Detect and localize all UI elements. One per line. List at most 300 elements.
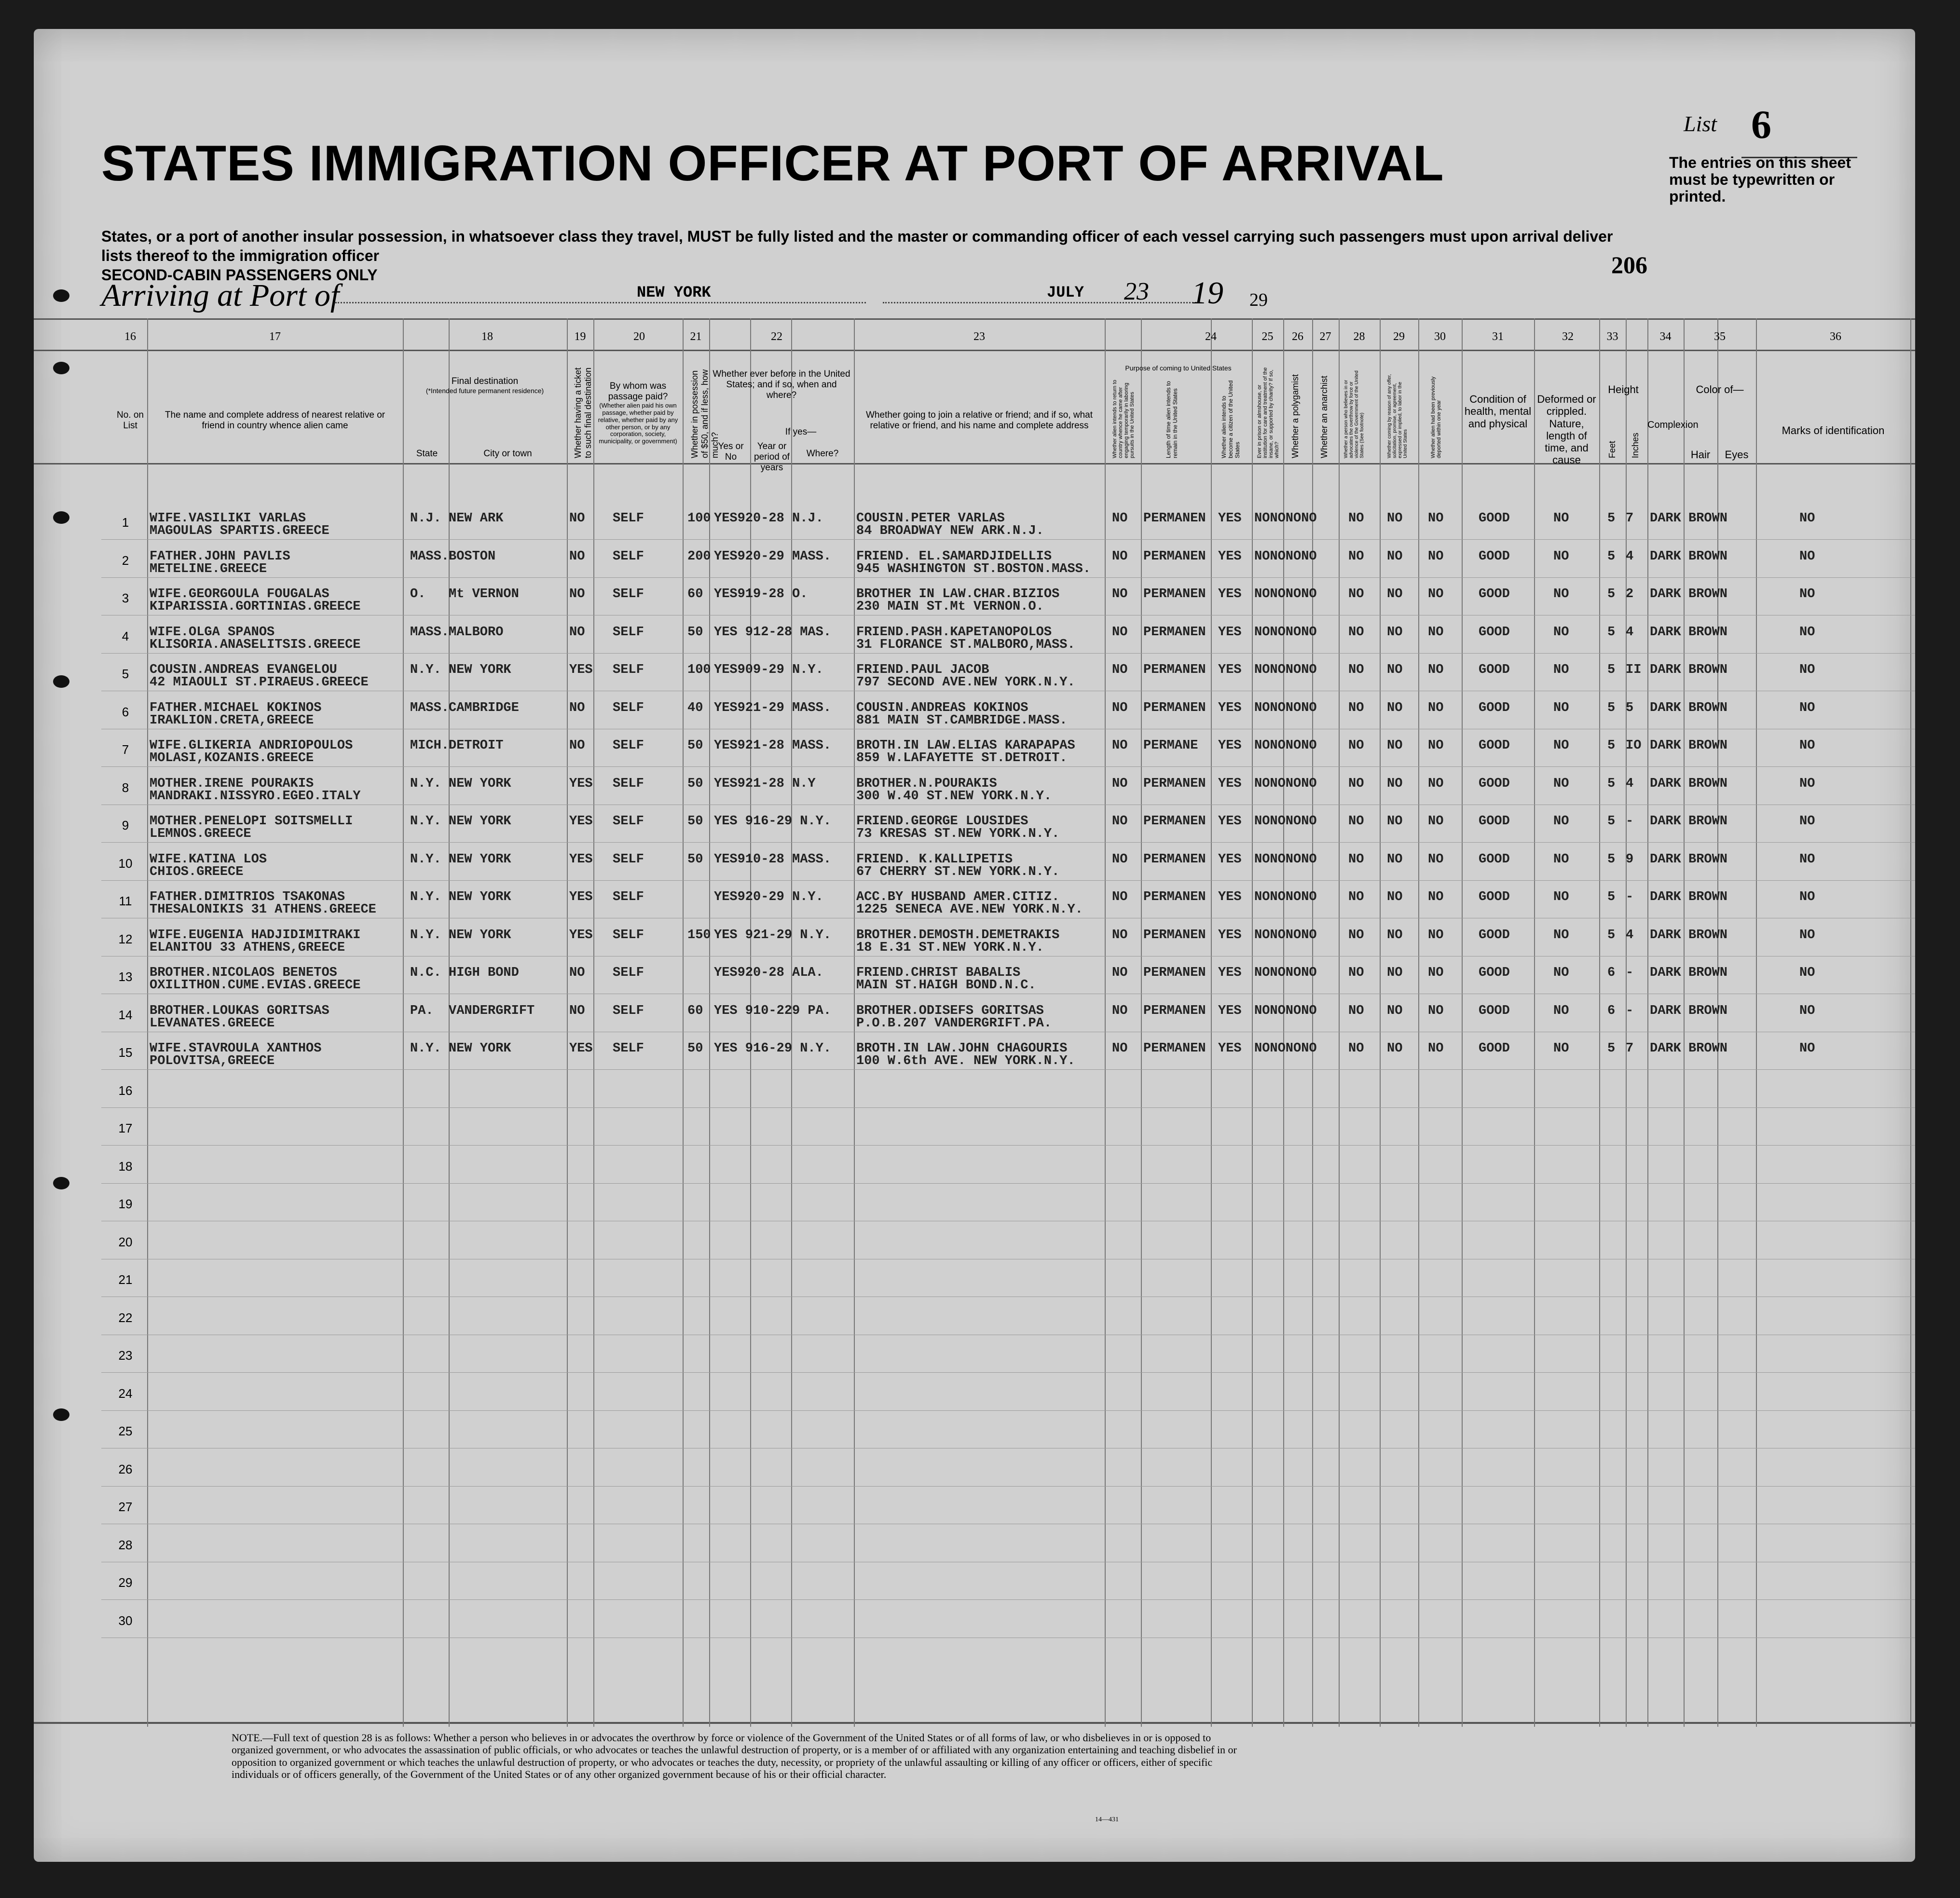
column-divider bbox=[1910, 318, 1911, 1727]
row-number: 28 bbox=[118, 1537, 133, 1552]
deported-cell: NO bbox=[1428, 1003, 1444, 1018]
row-rule bbox=[101, 539, 1915, 540]
col-no-on-list: No. on List bbox=[117, 410, 144, 431]
inches-cell: - bbox=[1626, 890, 1634, 904]
joining-line-1: FRIEND. K.KALLIPETIS bbox=[856, 852, 1013, 867]
overthrow-cell: NO bbox=[1348, 890, 1364, 904]
health-cell: GOOD bbox=[1479, 776, 1510, 791]
row-number: 3 bbox=[122, 591, 129, 605]
joining-line-2: 797 SECOND AVE.NEW YORK.N.Y. bbox=[856, 675, 1075, 690]
prison-polygamist-anarchist-cell: NONONONO bbox=[1254, 625, 1317, 640]
city-cell: MALBORO bbox=[449, 625, 504, 640]
ticket-cell: NO bbox=[569, 1003, 585, 1018]
row-number: 27 bbox=[118, 1500, 133, 1514]
hair-cell: BROWN bbox=[1688, 966, 1728, 980]
overthrow-cell: NO bbox=[1348, 966, 1364, 980]
deformed-cell: NO bbox=[1553, 1041, 1569, 1056]
row-number: 12 bbox=[118, 931, 133, 946]
relative-line-2: OXILITHON.CUME.EVIAS.GREECE bbox=[150, 978, 361, 993]
row-rule bbox=[101, 1107, 1915, 1108]
paid-by-cell: SELF bbox=[613, 738, 644, 753]
inches-cell: - bbox=[1626, 1003, 1634, 1018]
row-number: 7 bbox=[122, 742, 129, 757]
joining-line-2: 18 E.31 ST.NEW YORK.N.Y. bbox=[856, 940, 1044, 955]
return-cell: NO bbox=[1112, 700, 1128, 715]
state-cell: PA. bbox=[410, 1003, 434, 1018]
joining-line-1: FRIEND.PAUL JACOB bbox=[856, 663, 989, 677]
return-cell: NO bbox=[1112, 814, 1128, 829]
manifest-sheet bbox=[34, 29, 1915, 1862]
column-divider bbox=[1141, 318, 1142, 1727]
binder-hole bbox=[53, 511, 69, 524]
column-number: 28 bbox=[1353, 330, 1365, 343]
relative-line-2: MOLASI,KOZANIS.GREECE bbox=[150, 751, 314, 765]
money-cell: 50 bbox=[687, 852, 703, 867]
prison-polygamist-anarchist-cell: NONONONO bbox=[1254, 890, 1317, 904]
row-rule bbox=[101, 1069, 1915, 1070]
row-number: 8 bbox=[122, 780, 129, 795]
labor-offer-cell: NO bbox=[1387, 852, 1403, 867]
relative-line-1: WIFE.VASILIKI VARLAS bbox=[150, 511, 306, 526]
row-number: 2 bbox=[122, 553, 129, 568]
final-destination-sub: (*Intended future permanent residence) bbox=[425, 386, 544, 395]
ticket-cell: NO bbox=[569, 587, 585, 601]
state-cell: N.Y. bbox=[410, 928, 441, 942]
overthrow-cell: NO bbox=[1348, 1041, 1364, 1056]
column-divider bbox=[1211, 318, 1212, 1727]
city-cell: NEW YORK bbox=[449, 663, 511, 677]
ever-before-cell: YES 921-29 N.Y. bbox=[714, 928, 832, 942]
column-number: 29 bbox=[1393, 330, 1405, 343]
col-final-destination bbox=[405, 376, 564, 395]
deported-cell: NO bbox=[1428, 700, 1444, 715]
deformed-cell: NO bbox=[1553, 776, 1569, 791]
column-divider bbox=[709, 318, 710, 1727]
citizen-cell: YES bbox=[1218, 663, 1242, 677]
inches-cell: 7 bbox=[1626, 1041, 1634, 1056]
citizen-cell: YES bbox=[1218, 511, 1242, 526]
arrival-year-prefix: 19 bbox=[1192, 275, 1223, 311]
feet-cell: 5 bbox=[1607, 549, 1616, 564]
relative-line-1: BROTHER.LOUKAS GORITSAS bbox=[150, 1003, 329, 1018]
ticket-cell: NO bbox=[569, 966, 585, 980]
row-number: 19 bbox=[118, 1197, 133, 1211]
arrival-day: 23 bbox=[1124, 278, 1149, 305]
feet-cell: 5 bbox=[1607, 587, 1616, 601]
state-cell: N.Y. bbox=[410, 1041, 441, 1056]
ever-before-cell: YES920-29 N.Y. bbox=[714, 890, 823, 904]
deported-cell: NO bbox=[1428, 738, 1444, 753]
return-cell: NO bbox=[1112, 776, 1128, 791]
city-cell: NEW YORK bbox=[449, 852, 511, 867]
citizen-cell: YES bbox=[1218, 966, 1242, 980]
col-state: State bbox=[416, 449, 438, 459]
city-cell: NEW YORK bbox=[449, 928, 511, 942]
inches-cell: II bbox=[1626, 663, 1642, 677]
hair-cell: BROWN bbox=[1688, 549, 1728, 564]
hair-cell: BROWN bbox=[1688, 814, 1728, 829]
state-cell: MASS. bbox=[410, 549, 450, 564]
col-health: Condition of health, mental and physical bbox=[1464, 393, 1532, 430]
length-cell: PERMANEN bbox=[1143, 587, 1206, 601]
column-number: 33 bbox=[1606, 330, 1618, 343]
deported-cell: NO bbox=[1428, 928, 1444, 942]
prison-polygamist-anarchist-cell: NONONONO bbox=[1254, 852, 1317, 867]
ever-before-cell: YES910-28 MASS. bbox=[714, 852, 832, 867]
binder-hole bbox=[53, 1408, 69, 1421]
hair-cell: BROWN bbox=[1688, 700, 1728, 715]
length-cell: PERMANEN bbox=[1143, 966, 1206, 980]
col-ticket: Whether having a ticket to such final destination bbox=[573, 367, 593, 458]
paid-by-cell: SELF bbox=[613, 928, 644, 942]
list-label: List bbox=[1684, 111, 1717, 136]
city-cell: NEW YORK bbox=[449, 776, 511, 791]
city-cell: VANDERGRIFT bbox=[449, 1003, 535, 1018]
state-cell: MASS. bbox=[410, 700, 450, 715]
inches-cell: 7 bbox=[1626, 511, 1634, 526]
hair-cell: BROWN bbox=[1688, 1041, 1728, 1056]
joining-line-2: 73 KRESAS ST.NEW YORK.N.Y. bbox=[856, 827, 1060, 841]
deported-cell: NO bbox=[1428, 966, 1444, 980]
ticket-cell: YES bbox=[569, 928, 593, 942]
deformed-cell: NO bbox=[1553, 511, 1569, 526]
prison-polygamist-anarchist-cell: NONONONO bbox=[1254, 738, 1317, 753]
joining-line-2: P.O.B.207 VANDERGRIFT.PA. bbox=[856, 1016, 1052, 1031]
marks-cell: NO bbox=[1799, 928, 1815, 942]
col-polygamist: Whether a polygamist bbox=[1290, 374, 1300, 458]
column-divider bbox=[791, 318, 792, 1727]
citizen-cell: YES bbox=[1218, 890, 1242, 904]
joining-line-1: BROTHER.N.POURAKIS bbox=[856, 776, 997, 791]
column-number: 20 bbox=[633, 330, 645, 343]
health-cell: GOOD bbox=[1479, 814, 1510, 829]
state-cell: N.Y. bbox=[410, 890, 441, 904]
money-cell: 150 bbox=[687, 928, 711, 942]
citizen-cell: YES bbox=[1218, 1041, 1242, 1056]
page-number: 206 bbox=[1611, 251, 1647, 278]
joining-line-2: MAIN ST.HAIGH BOND.N.C. bbox=[856, 978, 1036, 993]
deported-cell: NO bbox=[1428, 587, 1444, 601]
joining-line-2: 230 MAIN ST.Mt VERNON.O. bbox=[856, 600, 1044, 614]
deported-cell: NO bbox=[1428, 776, 1444, 791]
col-deported: Whether alien had been previously deported within one year bbox=[1430, 376, 1442, 458]
health-cell: GOOD bbox=[1479, 625, 1510, 640]
column-number: 17 bbox=[269, 330, 281, 343]
state-cell: MICH. bbox=[410, 738, 450, 753]
marks-cell: NO bbox=[1799, 852, 1815, 867]
column-divider bbox=[1684, 318, 1685, 1727]
column-number: 18 bbox=[481, 330, 493, 343]
city-cell: BOSTON bbox=[449, 549, 496, 564]
return-cell: NO bbox=[1112, 587, 1128, 601]
deported-cell: NO bbox=[1428, 625, 1444, 640]
column-divider bbox=[1380, 318, 1381, 1727]
row-rule bbox=[101, 1372, 1915, 1373]
hair-cell: BROWN bbox=[1688, 625, 1728, 640]
paid-by-cell: SELF bbox=[613, 814, 644, 829]
relative-line-2: ELANITOU 33 ATHENS,GREECE bbox=[150, 940, 345, 955]
hair-cell: BROWN bbox=[1688, 928, 1728, 942]
relative-line-1: WIFE.EUGENIA HADJIDIMITRAKI bbox=[150, 928, 361, 942]
prison-polygamist-anarchist-cell: NONONONO bbox=[1254, 776, 1317, 791]
overthrow-cell: NO bbox=[1348, 511, 1364, 526]
row-number: 25 bbox=[118, 1424, 133, 1438]
row-number: 22 bbox=[118, 1310, 133, 1325]
marks-cell: NO bbox=[1799, 966, 1815, 980]
feet-cell: 6 bbox=[1607, 1003, 1616, 1018]
overthrow-cell: NO bbox=[1348, 700, 1364, 715]
marks-cell: NO bbox=[1799, 587, 1815, 601]
joining-line-1: BROTHER.ODISEFS GORITSAS bbox=[856, 1003, 1044, 1018]
money-cell: 50 bbox=[687, 625, 703, 640]
feet-cell: 5 bbox=[1607, 700, 1616, 715]
length-cell: PERMANEN bbox=[1143, 511, 1206, 526]
relative-line-1: MOTHER.IRENE POURAKIS bbox=[150, 776, 314, 791]
column-divider bbox=[147, 318, 148, 1727]
column-number: 26 bbox=[1292, 330, 1303, 343]
return-cell: NO bbox=[1112, 663, 1128, 677]
labor-offer-cell: NO bbox=[1387, 700, 1403, 715]
return-cell: NO bbox=[1112, 625, 1128, 640]
return-cell: NO bbox=[1112, 966, 1128, 980]
citizen-cell: YES bbox=[1218, 928, 1242, 942]
money-cell: 100 bbox=[687, 511, 711, 526]
joining-line-2: 859 W.LAFAYETTE ST.DETROIT. bbox=[856, 751, 1068, 765]
joining-line-2: 84 BROADWAY NEW ARK.N.J. bbox=[856, 524, 1044, 538]
health-cell: GOOD bbox=[1479, 663, 1510, 677]
ever-before-cell: YES921-28 N.Y bbox=[714, 776, 816, 791]
column-divider bbox=[854, 318, 855, 1727]
relative-line-1: MOTHER.PENELOPI SOITSMELLI bbox=[150, 814, 353, 829]
money-cell: 50 bbox=[687, 738, 703, 753]
col-purpose-citizen: Whether alien intends to become a citizen of the United States bbox=[1220, 380, 1241, 458]
joining-line-2: 1225 SENECA AVE.NEW YORK.N.Y. bbox=[856, 902, 1083, 917]
column-number: 31 bbox=[1492, 330, 1504, 343]
state-cell: MASS. bbox=[410, 625, 450, 640]
column-number: 25 bbox=[1261, 330, 1274, 343]
paid-by-cell: SELF bbox=[613, 663, 644, 677]
table-bottom-rule bbox=[34, 1722, 1915, 1724]
binder-hole bbox=[53, 289, 69, 302]
citizen-cell: YES bbox=[1218, 814, 1242, 829]
money-cell: 50 bbox=[687, 776, 703, 791]
marks-cell: NO bbox=[1799, 776, 1815, 791]
city-cell: DETROIT bbox=[449, 738, 504, 753]
joining-line-1: FRIEND.CHRIST BABALIS bbox=[856, 966, 1021, 980]
binder-hole bbox=[53, 362, 69, 374]
joining-line-1: FRIEND.GEORGE LOUSIDES bbox=[856, 814, 1028, 829]
column-number: 21 bbox=[690, 330, 702, 343]
relative-line-1: FATHER.MICHAEL KOKINOS bbox=[150, 700, 322, 715]
deformed-cell: NO bbox=[1553, 928, 1569, 942]
city-cell: Mt VERNON bbox=[449, 587, 519, 601]
citizen-cell: YES bbox=[1218, 852, 1242, 867]
deformed-cell: NO bbox=[1553, 738, 1569, 753]
ticket-cell: YES bbox=[569, 852, 593, 867]
paid-by-cell: SELF bbox=[613, 700, 644, 715]
return-cell: NO bbox=[1112, 549, 1128, 564]
column-divider bbox=[1599, 318, 1600, 1727]
city-cell: NEW YORK bbox=[449, 814, 511, 829]
row-number: 1 bbox=[122, 515, 129, 530]
paid-by-cell: SELF bbox=[613, 1041, 644, 1056]
relative-line-1: WIFE.STAVROULA XANTHOS bbox=[150, 1041, 322, 1056]
ever-before-cell: YES920-28 N.J. bbox=[714, 511, 823, 526]
prison-polygamist-anarchist-cell: NONONONO bbox=[1254, 700, 1317, 715]
col-hair: Hair bbox=[1690, 449, 1711, 461]
deformed-cell: NO bbox=[1553, 700, 1569, 715]
row-number: 5 bbox=[122, 667, 129, 681]
health-cell: GOOD bbox=[1479, 890, 1510, 904]
length-cell: PERMANEN bbox=[1143, 625, 1206, 640]
deformed-cell: NO bbox=[1553, 549, 1569, 564]
money-cell: 50 bbox=[687, 814, 703, 829]
ticket-cell: YES bbox=[569, 890, 593, 904]
health-cell: GOOD bbox=[1479, 511, 1510, 526]
joining-line-1: FRIEND. EL.SAMARDJIDELLIS bbox=[856, 549, 1052, 564]
joining-line-1: COUSIN.ANDREAS KOKINOS bbox=[856, 700, 1028, 715]
column-divider bbox=[1717, 318, 1718, 1727]
column-divider bbox=[683, 318, 684, 1727]
relative-line-2: KIPARISSIA.GORTINIAS.GREECE bbox=[150, 600, 361, 614]
length-cell: PERMANEN bbox=[1143, 776, 1206, 791]
passage-paid-title: By whom was passage paid? bbox=[608, 381, 668, 402]
labor-offer-cell: NO bbox=[1387, 814, 1403, 829]
complexion-cell: DARK bbox=[1650, 700, 1681, 715]
row-number: 26 bbox=[118, 1461, 133, 1476]
overthrow-cell: NO bbox=[1348, 814, 1364, 829]
deformed-cell: NO bbox=[1553, 814, 1569, 829]
feet-cell: 5 bbox=[1607, 890, 1616, 904]
relative-line-1: WIFE.GLIKERIA ANDRIOPOULOS bbox=[150, 738, 353, 753]
prison-polygamist-anarchist-cell: NONONONO bbox=[1254, 587, 1317, 601]
overthrow-cell: NO bbox=[1348, 625, 1364, 640]
length-cell: PERMANEN bbox=[1143, 890, 1206, 904]
labor-offer-cell: NO bbox=[1387, 928, 1403, 942]
col-purpose-return: Whether alien intends to return to country whence he came after engaging temporarily in laboring pursuits in the United States bbox=[1112, 380, 1135, 458]
col-overthrow: Whether a person who believes in or advocates the overthrow by force or violence of the Government of the United States (See footnote) bbox=[1343, 370, 1365, 458]
column-divider bbox=[403, 318, 404, 1727]
feet-cell: 5 bbox=[1607, 814, 1616, 829]
prison-polygamist-anarchist-cell: NONONONO bbox=[1254, 966, 1317, 980]
arrival-month: JULY bbox=[1047, 284, 1084, 301]
complexion-cell: DARK bbox=[1650, 928, 1681, 942]
complexion-cell: DARK bbox=[1650, 1041, 1681, 1056]
paid-by-cell: SELF bbox=[613, 511, 644, 526]
deformed-cell: NO bbox=[1553, 1003, 1569, 1018]
hair-cell: BROWN bbox=[1688, 1003, 1728, 1018]
state-cell: N.C. bbox=[410, 966, 441, 980]
inches-cell: IO bbox=[1626, 738, 1642, 753]
subtitle bbox=[101, 227, 1645, 285]
col-joining: Whether going to join a relative or friend; and if so, what relative or friend, and his name and complete address bbox=[866, 410, 1093, 431]
row-rule bbox=[101, 577, 1915, 578]
arrival-year-suffix: 29 bbox=[1249, 290, 1268, 310]
ticket-cell: YES bbox=[569, 663, 593, 677]
relative-line-1: WIFE.GEORGOULA FOUGALAS bbox=[150, 587, 329, 601]
complexion-cell: DARK bbox=[1650, 1003, 1681, 1018]
hair-cell: BROWN bbox=[1688, 776, 1728, 791]
citizen-cell: YES bbox=[1218, 1003, 1242, 1018]
column-number: 19 bbox=[574, 330, 586, 343]
header-rule bbox=[34, 350, 1915, 351]
prison-polygamist-anarchist-cell: NONONONO bbox=[1254, 549, 1317, 564]
deported-cell: NO bbox=[1428, 549, 1444, 564]
feet-cell: 5 bbox=[1607, 511, 1616, 526]
complexion-cell: DARK bbox=[1650, 966, 1681, 980]
labor-offer-cell: NO bbox=[1387, 776, 1403, 791]
arriving-label: Arriving at Port of bbox=[101, 278, 340, 313]
page-title: STATES IMMIGRATION OFFICER AT PORT OF ARRIVAL bbox=[101, 136, 1444, 191]
port-underline bbox=[335, 302, 866, 303]
complexion-cell: DARK bbox=[1650, 890, 1681, 904]
row-number: 16 bbox=[118, 1083, 133, 1098]
length-cell: PERMANE bbox=[1143, 738, 1198, 753]
col-relative-address: The name and complete address of nearest relative or friend in country whence alien came bbox=[164, 410, 385, 431]
form-number: 14—431 bbox=[1095, 1816, 1119, 1823]
overthrow-cell: NO bbox=[1348, 928, 1364, 942]
column-number: 22 bbox=[771, 330, 782, 343]
ever-before-cell: YES921-28 MASS. bbox=[714, 738, 832, 753]
list-number: 6 bbox=[1751, 102, 1771, 147]
deported-cell: NO bbox=[1428, 511, 1444, 526]
marks-cell: NO bbox=[1799, 663, 1815, 677]
row-rule bbox=[101, 842, 1915, 843]
col-deformed: Deformed or crippled. Nature, length of time, and cause bbox=[1537, 393, 1596, 466]
col-if-yes: If yes— bbox=[785, 427, 817, 437]
ticket-cell: YES bbox=[569, 776, 593, 791]
state-cell: N.Y. bbox=[410, 776, 441, 791]
col-city: City or town bbox=[483, 449, 532, 459]
col-prison: Ever in prison or almshouse, or institution for care and treatment of the insane, or supported by charity? If so, which? bbox=[1257, 367, 1280, 458]
marks-cell: NO bbox=[1799, 625, 1815, 640]
column-divider bbox=[1283, 318, 1284, 1727]
feet-cell: 5 bbox=[1607, 738, 1616, 753]
return-cell: NO bbox=[1112, 511, 1128, 526]
hair-cell: BROWN bbox=[1688, 890, 1728, 904]
column-number: 36 bbox=[1830, 330, 1841, 343]
footnote: NOTE.—Full text of question 28 is as follows: Whether a person who believes in or advocates the overthrow by force or violence of the Government of the United States or of all forms of law, or who disbelieves in or is opposed to organized government, or who advocates the assassination of public officials, or who advocates or teaches the unlawful destruction of property, or is a member of or affiliated with any organization entertaining and teaching disbelief in or opposition to organized government or which teaches the unlawful destruction of property, or who advocates or teaches the duty, necessity, or propriety of the unlawful assaulting or killing of any officer or officers, either of specific individuals or of officers generally, of the Government of the United States or of any other organized government because of his or their official character. bbox=[232, 1732, 1237, 1780]
length-cell: PERMANEN bbox=[1143, 852, 1206, 867]
city-cell: HIGH BOND bbox=[449, 966, 519, 980]
col-anarchist: Whether an anarchist bbox=[1319, 375, 1329, 458]
inches-cell: - bbox=[1626, 814, 1634, 829]
row-rule bbox=[101, 1599, 1915, 1600]
column-number: 16 bbox=[124, 330, 136, 343]
row-number: 29 bbox=[118, 1575, 133, 1590]
row-number: 23 bbox=[118, 1348, 133, 1363]
return-cell: NO bbox=[1112, 928, 1128, 942]
passage-paid-sub: (Whether alien paid his own passage, whether paid by relative, whether paid by any other person, or by any corporation, society, municipality, or government) bbox=[598, 401, 678, 445]
ever-before-cell: YES 916-29 N.Y. bbox=[714, 814, 832, 829]
relative-line-1: FATHER.JOHN PAVLIS bbox=[150, 549, 290, 564]
return-cell: NO bbox=[1112, 890, 1128, 904]
labor-offer-cell: NO bbox=[1387, 890, 1403, 904]
marks-cell: NO bbox=[1799, 1003, 1815, 1018]
marks-cell: NO bbox=[1799, 814, 1815, 829]
inches-cell: 4 bbox=[1626, 625, 1634, 640]
deported-cell: NO bbox=[1428, 852, 1444, 867]
labor-offer-cell: NO bbox=[1387, 1003, 1403, 1018]
column-divider bbox=[1756, 318, 1757, 1727]
health-cell: GOOD bbox=[1479, 966, 1510, 980]
inches-cell: 4 bbox=[1626, 776, 1634, 791]
deported-cell: NO bbox=[1428, 1041, 1444, 1056]
relative-line-1: WIFE.OLGA SPANOS bbox=[150, 625, 275, 640]
return-cell: NO bbox=[1112, 738, 1128, 753]
state-cell: N.Y. bbox=[410, 814, 441, 829]
marks-cell: NO bbox=[1799, 738, 1815, 753]
